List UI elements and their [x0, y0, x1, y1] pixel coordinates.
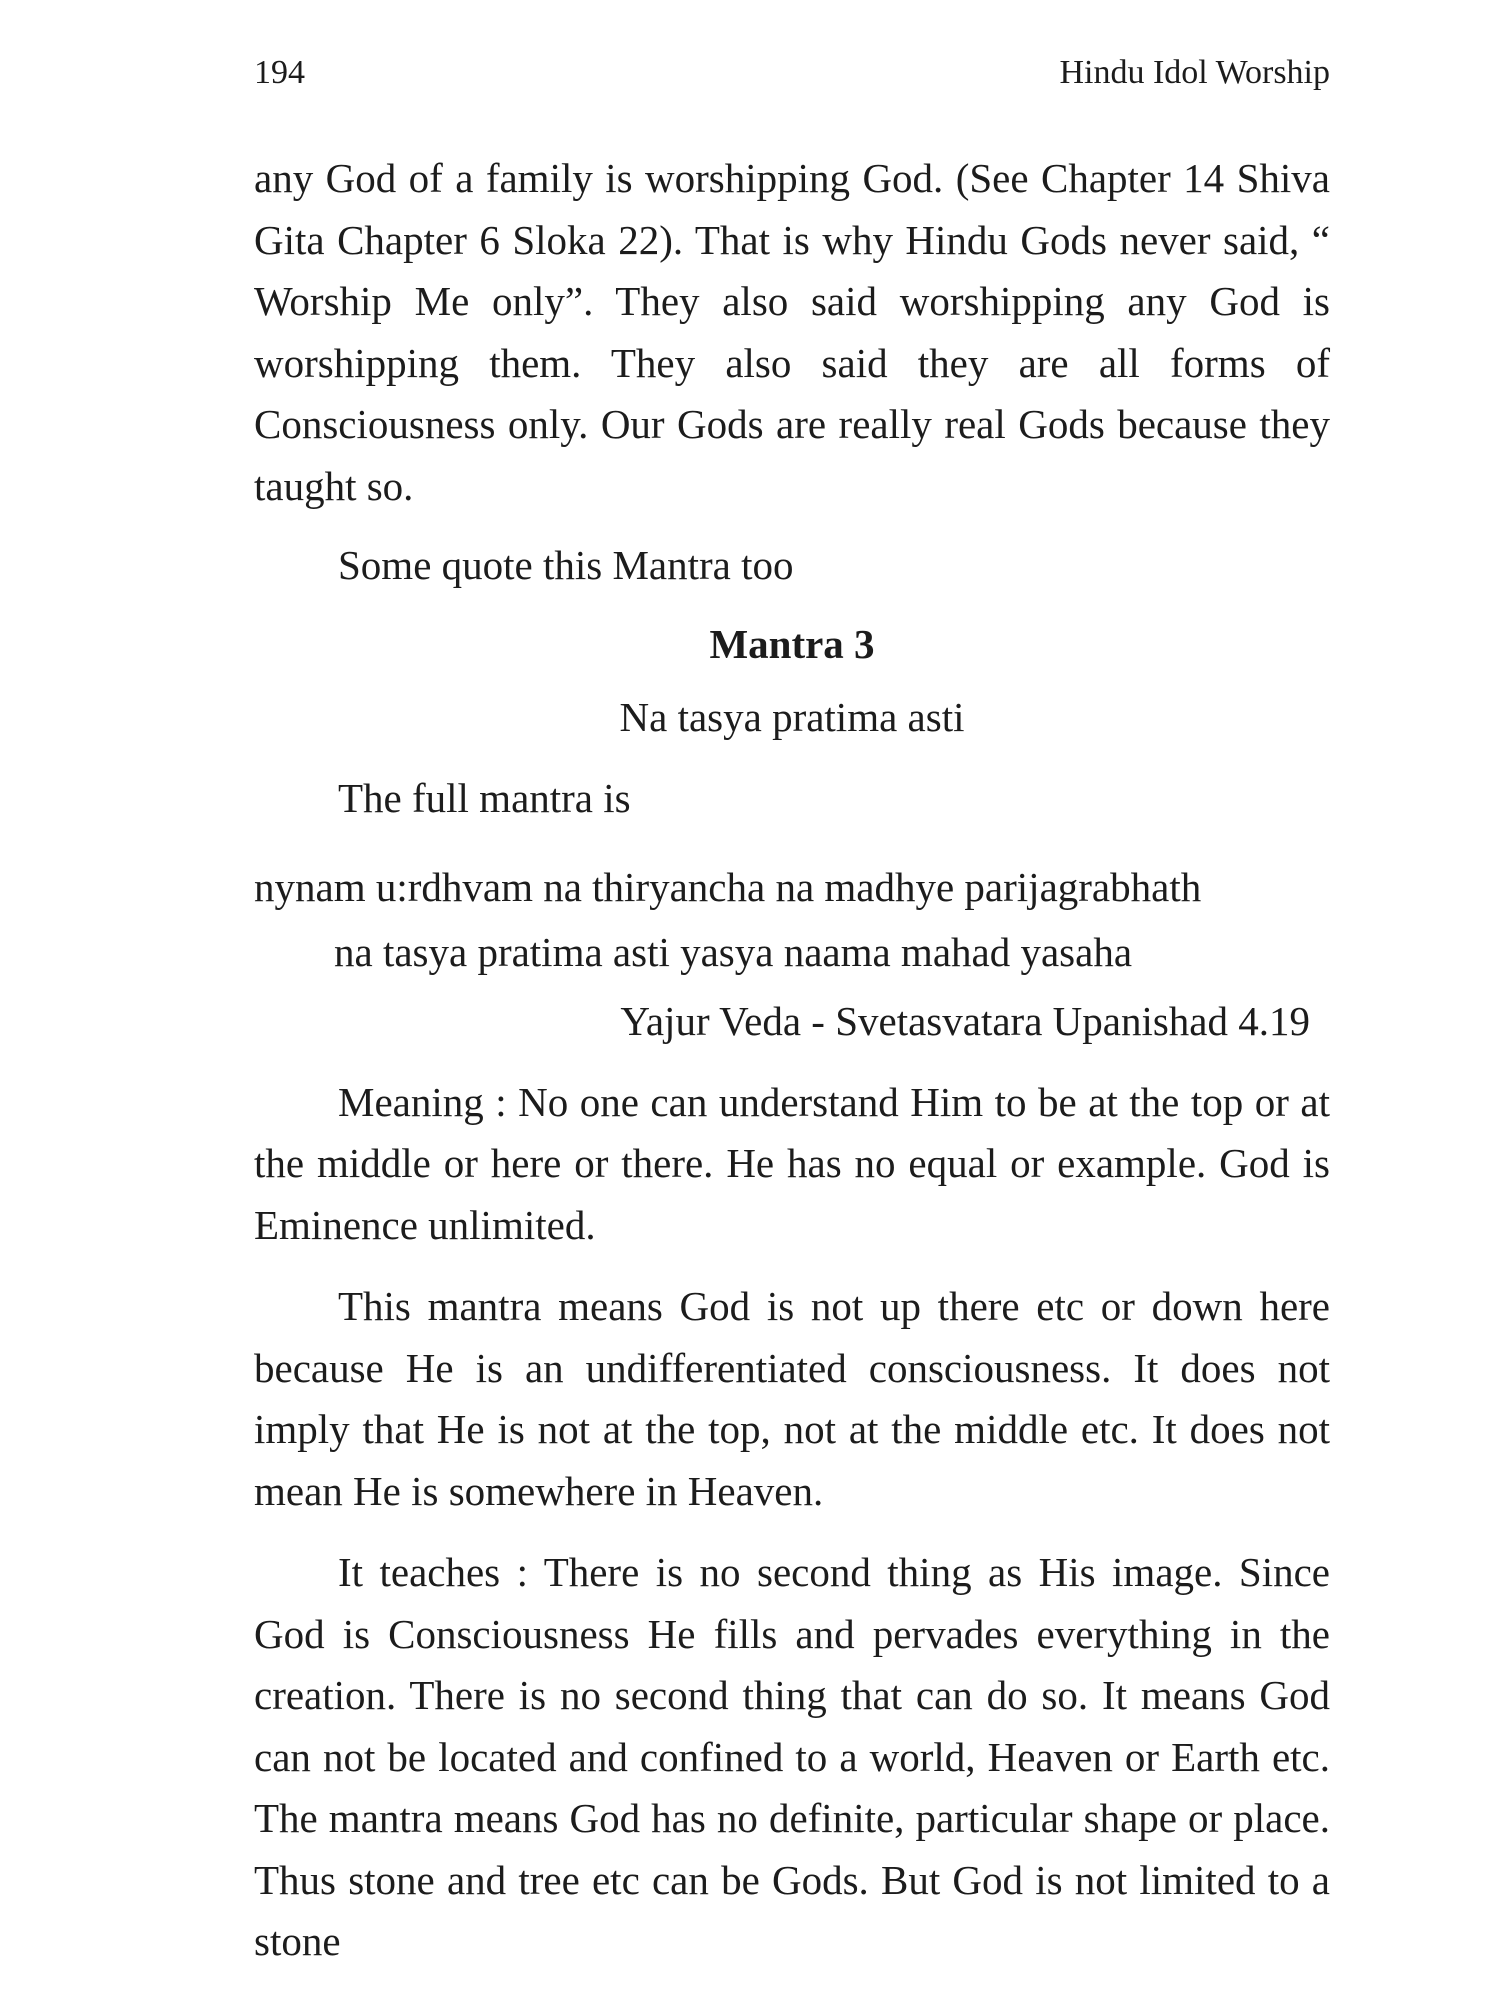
- paragraph-explanation: This mantra means God is not up there etc or down here because He is an undifferentiated consciousness. It does not imply that He is not at the top, not at the middle etc. It does not mean He is somewhere in Heaven.: [254, 1283, 1330, 1514]
- paragraph-meaning: Meaning : No one can understand Him to be at the top or at the middle or here or there. He has no equal or example. God is Eminence unlimited.: [254, 1078, 1330, 1248]
- full-mantra-intro: The full mantra is: [338, 774, 631, 821]
- mantra-heading: Mantra 3: [709, 620, 875, 667]
- verse-line-2: na tasya pratima asti yasya naama mahad yasaha: [334, 928, 1133, 975]
- verse-line-1: nynam u:rdhvam na thiryancha na madhye parijagrabhath: [254, 863, 1202, 910]
- page-body: [254, 148, 1330, 1973]
- mantra-phrase: Na tasya pratima asti: [619, 693, 965, 740]
- page-number: 194: [254, 54, 305, 91]
- paragraph-opening: any God of a family is worshipping God. (See Chapter 14 Shiva Gita Chapter 6 Sloka 22). That is why Hindu Gods never said, “ Worship Me only”. They also said worshipping any God is worshipping them. They also said they are all forms of Consciousness only. Our Gods are really real Gods because they taught so.: [254, 155, 1330, 509]
- paragraph-teaching: It teaches : There is no second thing as His image. Since God is Consciousness He fills and pervades everything in the creation. There is no second thing that can do so. It means God can not be located and confined to a world, Heaven or Earth etc. The mantra means God has no definite, particular shape or place. Thus stone and tree etc can be Gods. But God is not limited to a stone: [254, 1549, 1330, 1964]
- verse-citation: Yajur Veda - Svetasvatara Upanishad 4.19: [620, 997, 1310, 1044]
- running-title: Hindu Idol Worship: [1059, 54, 1330, 91]
- paragraph-quote-intro: Some quote this Mantra too: [338, 542, 794, 588]
- page-header: [254, 48, 1330, 98]
